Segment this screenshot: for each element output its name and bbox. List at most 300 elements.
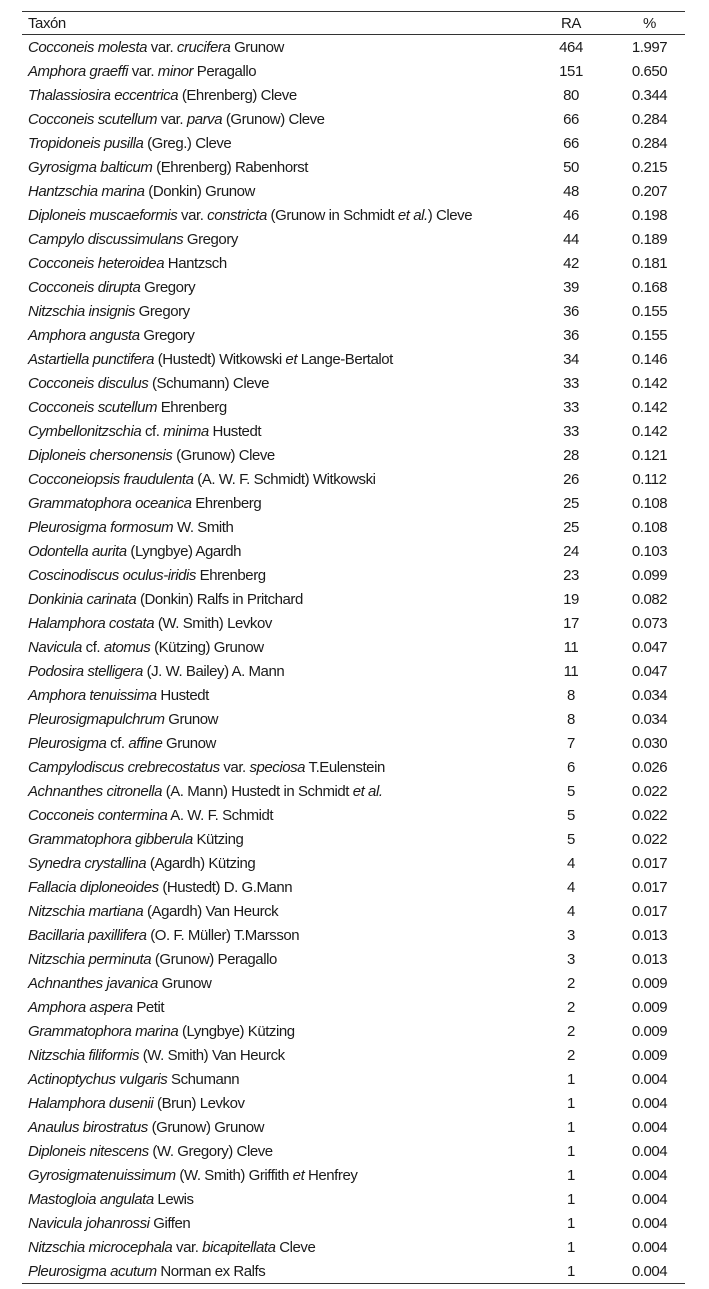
- pct-cell: 0.017: [631, 902, 668, 920]
- taxon-cell: [22, 1143, 528, 1160]
- taxon-cell: [22, 879, 528, 896]
- taxon-authority: ) Cleve: [427, 206, 473, 224]
- pct-cell: 0.004: [631, 1094, 668, 1112]
- taxon-name-italic: Hantzschia marina: [28, 182, 145, 200]
- ra-cell: 8: [567, 686, 575, 704]
- taxon-name-italic: Fallacia diploneoides: [28, 878, 159, 896]
- pct-cell: 0.121: [631, 446, 668, 464]
- ra-cell: 66: [563, 110, 579, 128]
- taxon-authority: Hantzsch: [164, 254, 227, 272]
- taxon-name-italic: Nitzschia perminuta: [28, 950, 152, 968]
- table-row: [22, 827, 685, 851]
- pct-cell: 0.017: [631, 878, 668, 896]
- pct-cell: 0.344: [631, 86, 668, 104]
- ra-cell: 2: [567, 1022, 575, 1040]
- taxon-authority: Schumann: [167, 1070, 240, 1088]
- pct-cell: 0.047: [631, 662, 668, 680]
- taxon-authority: var.: [172, 1238, 203, 1256]
- table-row: [22, 1139, 685, 1163]
- pct-cell: 0.004: [631, 1190, 668, 1208]
- table-row: [22, 635, 685, 659]
- table-row: [22, 323, 685, 347]
- taxon-name-italic: Diploneis muscaeformis: [28, 206, 178, 224]
- taxon-name-italic: Campylodiscus crebrecostatus: [28, 758, 220, 776]
- taxon-cell: [22, 1167, 528, 1184]
- taxon-name-italic: Nitzschia microcephala: [28, 1238, 173, 1256]
- taxa-table: [22, 11, 685, 1284]
- table-row: [22, 731, 685, 755]
- taxon-authority: var.: [147, 38, 177, 56]
- pct-cell: 1.997: [631, 38, 668, 56]
- taxon-cell: [22, 999, 528, 1016]
- table-row: [22, 875, 685, 899]
- taxon-name-italic: Cocconeis scutellum: [28, 398, 158, 416]
- taxon-authority: (W. Smith) Van Heurck: [139, 1046, 285, 1064]
- taxon-name-italic: Gyrosigma balticum: [28, 158, 153, 176]
- taxon-name-italic: Amphora graeffi: [28, 62, 128, 80]
- ra-cell: 1: [567, 1190, 575, 1208]
- pct-cell: 0.284: [631, 110, 668, 128]
- pct-cell: 0.009: [631, 974, 668, 992]
- taxon-cell: [22, 1047, 528, 1064]
- ra-cell: 1: [567, 1214, 575, 1232]
- taxon-name-italic: et: [285, 350, 298, 368]
- ra-cell: 26: [563, 470, 579, 488]
- taxon-name-italic: Pleurosigmapulchrum: [28, 710, 165, 728]
- taxon-name-italic: Pleurosigma acutum: [28, 1262, 157, 1280]
- taxon-authority: Gregory: [139, 326, 195, 344]
- pct-cell: 0.189: [631, 230, 668, 248]
- taxon-name-italic: speciosa: [249, 758, 306, 776]
- pct-cell: 0.108: [631, 494, 668, 512]
- taxon-authority: Grunow: [230, 38, 284, 56]
- taxon-name-italic: Donkinia carinata: [28, 590, 137, 608]
- taxon-authority: Ehrenberg: [157, 398, 227, 416]
- ra-cell: 50: [563, 158, 579, 176]
- table-row: [22, 371, 685, 395]
- taxon-name-italic: Podosira stelligera: [28, 662, 143, 680]
- pct-cell: 0.009: [631, 998, 668, 1016]
- table-row: [22, 563, 685, 587]
- taxon-name-italic: Pleurosigma formosum: [28, 518, 174, 536]
- taxon-cell: [22, 183, 528, 200]
- taxon-authority: var.: [177, 206, 208, 224]
- taxon-authority: (Lyngbye) Agardh: [126, 542, 242, 560]
- taxon-authority: (Hustedt) D. G.Mann: [158, 878, 293, 896]
- table-row: [22, 779, 685, 803]
- taxon-cell: [22, 111, 528, 128]
- table-header: [22, 12, 685, 35]
- taxon-cell: [22, 1239, 528, 1256]
- taxon-name-italic: Bacillaria paxillifera: [28, 926, 147, 944]
- taxon-authority: (Agardh) Kützing: [146, 854, 256, 872]
- taxon-authority: T.Eulenstein: [305, 758, 385, 776]
- pct-cell: 0.198: [631, 206, 668, 224]
- taxon-cell: [22, 711, 528, 728]
- ra-cell: 464: [559, 38, 583, 56]
- taxon-cell: [22, 1191, 528, 1208]
- table-row: [22, 347, 685, 371]
- taxon-cell: [22, 327, 528, 344]
- taxon-cell: [22, 87, 528, 104]
- table-row: [22, 995, 685, 1019]
- taxon-name-italic: Diploneis nitescens: [28, 1142, 149, 1160]
- ra-cell: 24: [563, 542, 579, 560]
- table-row: [22, 1091, 685, 1115]
- table-row: [22, 131, 685, 155]
- taxon-cell: [22, 399, 528, 416]
- taxon-authority: (A. W. F. Schmidt) Witkowski: [193, 470, 376, 488]
- taxon-authority: var.: [219, 758, 250, 776]
- taxon-authority: Grunow: [162, 734, 216, 752]
- taxon-name-italic: Halamphora dusenii: [28, 1094, 154, 1112]
- pct-cell: 0.142: [631, 374, 668, 392]
- taxon-name-italic: Campylo discussimulans: [28, 230, 184, 248]
- pct-cell: 0.099: [631, 566, 668, 584]
- taxon-cell: [22, 543, 528, 560]
- taxon-authority: var.: [127, 62, 158, 80]
- ra-cell: 25: [563, 494, 579, 512]
- taxon-cell: [22, 759, 528, 776]
- taxon-authority: (Grunow) Grunow: [147, 1118, 265, 1136]
- table-row: [22, 923, 685, 947]
- taxon-authority: Petit: [132, 998, 165, 1016]
- pct-cell: 0.142: [631, 398, 668, 416]
- taxon-cell: [22, 39, 528, 56]
- taxon-cell: [22, 423, 528, 440]
- taxon-cell: [22, 303, 528, 320]
- table-row: [22, 1043, 685, 1067]
- table-row: [22, 299, 685, 323]
- taxon-cell: [22, 1215, 528, 1232]
- pct-cell: 0.073: [631, 614, 668, 632]
- taxon-authority: cf.: [81, 638, 104, 656]
- taxon-authority: (Agardh) Van Heurck: [143, 902, 279, 920]
- taxon-name-italic: atomus: [103, 638, 151, 656]
- pct-cell: 0.112: [632, 470, 667, 488]
- table-row: [22, 227, 685, 251]
- taxon-authority: (Grunow in Schmidt: [266, 206, 398, 224]
- taxon-cell: [22, 951, 528, 968]
- table-row: [22, 683, 685, 707]
- ra-cell: 2: [567, 998, 575, 1016]
- taxon-cell: [22, 903, 528, 920]
- taxon-name-italic: parva: [186, 110, 223, 128]
- table-row: [22, 83, 685, 107]
- pct-cell: 0.034: [631, 686, 668, 704]
- taxon-cell: [22, 1263, 528, 1280]
- taxon-name-italic: Gyrosigmatenuissimum: [28, 1166, 176, 1184]
- ra-cell: 5: [567, 782, 575, 800]
- taxon-authority: (Schumann) Cleve: [148, 374, 270, 392]
- taxon-authority: Peragallo: [193, 62, 257, 80]
- ra-cell: 44: [563, 230, 579, 248]
- ra-cell: 33: [563, 398, 579, 416]
- table-row: [22, 1067, 685, 1091]
- taxon-name-italic: Cocconeis contermina: [28, 806, 168, 824]
- taxon-cell: [22, 735, 528, 752]
- taxon-authority: Grunow: [164, 710, 219, 728]
- taxon-authority: cf.: [141, 422, 164, 440]
- pct-cell: 0.082: [631, 590, 668, 608]
- pct-cell: 0.215: [631, 158, 668, 176]
- taxon-cell: [22, 231, 528, 248]
- ra-cell: 1: [567, 1166, 575, 1184]
- taxon-authority: (Kützing) Grunow: [150, 638, 264, 656]
- taxon-name-italic: Achnanthes citronella: [28, 782, 162, 800]
- taxon-cell: [22, 831, 528, 848]
- table-row: [22, 1187, 685, 1211]
- pct-cell: 0.155: [631, 302, 668, 320]
- taxon-cell: [22, 375, 528, 392]
- header-ra: RA: [561, 14, 581, 32]
- table-row: [22, 1019, 685, 1043]
- table-row: [22, 1163, 685, 1187]
- table-row: [22, 491, 685, 515]
- taxon-cell: [22, 279, 528, 296]
- taxon-name-italic: Nitzschia martiana: [28, 902, 144, 920]
- table-row: [22, 539, 685, 563]
- taxon-authority: Gregory: [134, 302, 190, 320]
- pct-cell: 0.181: [631, 254, 668, 272]
- pct-cell: 0.004: [631, 1238, 668, 1256]
- taxon-cell: [22, 159, 528, 176]
- taxon-authority: Lange-Bertalot: [297, 350, 393, 368]
- taxon-name-italic: Navicula johanrossi: [28, 1214, 150, 1232]
- table-row: [22, 419, 685, 443]
- taxon-name-italic: Odontella aurita: [28, 542, 127, 560]
- ra-cell: 33: [563, 422, 579, 440]
- taxon-authority: Kützing: [192, 830, 244, 848]
- taxon-cell: [22, 1023, 528, 1040]
- ra-cell: 6: [567, 758, 575, 776]
- table-row: [22, 443, 685, 467]
- table-row: [22, 35, 685, 59]
- taxon-name-italic: Cymbellonitzschia: [28, 422, 142, 440]
- pct-cell: 0.022: [631, 782, 668, 800]
- ra-cell: 8: [567, 710, 575, 728]
- pct-cell: 0.146: [631, 350, 668, 368]
- taxon-name-italic: minima: [163, 422, 209, 440]
- pct-cell: 0.004: [631, 1142, 668, 1160]
- taxon-name-italic: et al.: [352, 782, 383, 800]
- taxon-authority: (Greg.) Cleve: [143, 134, 232, 152]
- pct-cell: 0.142: [631, 422, 668, 440]
- taxon-name-italic: bicapitellata: [202, 1238, 276, 1256]
- pct-cell: 0.004: [631, 1214, 668, 1232]
- ra-cell: 5: [567, 830, 575, 848]
- taxon-authority: Norman ex Ralfs: [156, 1262, 266, 1280]
- ra-cell: 42: [563, 254, 579, 272]
- table-row: [22, 203, 685, 227]
- taxon-name-italic: Thalassiosira eccentrica: [28, 86, 179, 104]
- taxon-authority: (Ehrenberg) Rabenhorst: [152, 158, 309, 176]
- taxon-name-italic: Amphora tenuissima: [28, 686, 157, 704]
- pct-cell: 0.047: [631, 638, 668, 656]
- taxon-cell: [22, 135, 528, 152]
- pct-cell: 0.004: [631, 1166, 668, 1184]
- taxon-cell: [22, 351, 528, 368]
- pct-cell: 0.026: [631, 758, 668, 776]
- taxon-authority: (Donkin) Ralfs in Pritchard: [136, 590, 303, 608]
- taxon-name-italic: et: [292, 1166, 305, 1184]
- ra-cell: 11: [563, 638, 579, 656]
- taxon-name-italic: Coscinodiscus oculus-iridis: [28, 566, 196, 584]
- taxon-authority: Hustedt: [208, 422, 262, 440]
- ra-cell: 66: [563, 134, 579, 152]
- taxon-authority: var.: [157, 110, 187, 128]
- taxon-authority: (Grunow) Cleve: [172, 446, 275, 464]
- taxon-name-italic: Grammatophora oceanica: [28, 494, 192, 512]
- pct-cell: 0.009: [631, 1022, 668, 1040]
- taxon-authority: (W. Gregory) Cleve: [148, 1142, 273, 1160]
- taxon-name-italic: Anaulus birostratus: [28, 1118, 148, 1136]
- taxon-authority: (Grunow) Peragallo: [151, 950, 277, 968]
- ra-cell: 17: [563, 614, 579, 632]
- taxon-authority: (W. Smith) Griffith: [175, 1166, 293, 1184]
- table-row: [22, 587, 685, 611]
- ra-cell: 33: [563, 374, 579, 392]
- ra-cell: 3: [567, 950, 575, 968]
- taxon-authority: Grunow: [157, 974, 212, 992]
- taxon-authority: (Lyngbye) Kützing: [178, 1022, 295, 1040]
- pct-cell: 0.004: [631, 1262, 668, 1280]
- taxon-authority: cf.: [106, 734, 129, 752]
- taxon-authority: (Grunow) Cleve: [222, 110, 325, 128]
- taxon-cell: [22, 1119, 528, 1136]
- taxon-cell: [22, 807, 528, 824]
- table-row: [22, 1211, 685, 1235]
- ra-cell: 7: [567, 734, 575, 752]
- table-row: [22, 107, 685, 131]
- pct-cell: 0.284: [631, 134, 668, 152]
- ra-cell: 28: [563, 446, 579, 464]
- taxon-name-italic: Mastogloia angulata: [28, 1190, 154, 1208]
- taxon-cell: [22, 639, 528, 656]
- ra-cell: 5: [567, 806, 575, 824]
- table-row: [22, 659, 685, 683]
- table-row: [22, 755, 685, 779]
- taxon-cell: [22, 207, 528, 224]
- taxon-cell: [22, 1095, 528, 1112]
- taxon-authority: Gregory: [183, 230, 238, 248]
- taxon-cell: [22, 447, 528, 464]
- taxon-name-italic: Diploneis chersonensis: [28, 446, 173, 464]
- taxon-name-italic: Cocconeis heteroidea: [28, 254, 165, 272]
- taxon-authority: (Donkin) Grunow: [144, 182, 255, 200]
- ra-cell: 25: [563, 518, 579, 536]
- ra-cell: 1: [567, 1118, 575, 1136]
- pct-cell: 0.022: [631, 806, 668, 824]
- table-row: [22, 707, 685, 731]
- ra-cell: 2: [567, 1046, 575, 1064]
- pct-cell: 0.168: [631, 278, 668, 296]
- pct-cell: 0.017: [631, 854, 668, 872]
- table-row: [22, 971, 685, 995]
- taxon-authority: (Hustedt) Witkowski: [154, 350, 286, 368]
- ra-cell: 4: [567, 854, 575, 872]
- taxon-name-italic: Amphora angusta: [28, 326, 140, 344]
- taxon-name-italic: constricta: [207, 206, 267, 224]
- ra-cell: 34: [563, 350, 579, 368]
- ra-cell: 1: [567, 1262, 575, 1280]
- table-row: [22, 467, 685, 491]
- ra-cell: 1: [567, 1094, 575, 1112]
- ra-cell: 36: [563, 302, 579, 320]
- ra-cell: 36: [563, 326, 579, 344]
- table-row: [22, 155, 685, 179]
- taxon-name-italic: Halamphora costata: [28, 614, 155, 632]
- taxon-cell: [22, 663, 528, 680]
- taxon-cell: [22, 975, 528, 992]
- taxon-authority: (Ehrenberg) Cleve: [178, 86, 297, 104]
- pct-cell: 0.004: [631, 1070, 668, 1088]
- ra-cell: 23: [563, 566, 579, 584]
- pct-cell: 0.108: [631, 518, 668, 536]
- taxon-name-italic: Astartiella punctifera: [28, 350, 155, 368]
- taxon-authority: Ehrenberg: [191, 494, 262, 512]
- taxon-cell: [22, 1071, 528, 1088]
- pct-cell: 0.013: [631, 926, 668, 944]
- taxon-name-italic: Cocconeis molesta: [28, 38, 148, 56]
- taxon-authority: (A. Mann) Hustedt in Schmidt: [161, 782, 353, 800]
- taxon-cell: [22, 615, 528, 632]
- table-row: [22, 899, 685, 923]
- ra-cell: 4: [567, 902, 575, 920]
- taxon-name-italic: Actinoptychus vulgaris: [28, 1070, 168, 1088]
- taxon-name-italic: affine: [128, 734, 163, 752]
- taxon-cell: [22, 927, 528, 944]
- table-body: [22, 35, 685, 1283]
- ra-cell: 39: [563, 278, 579, 296]
- taxon-cell: [22, 855, 528, 872]
- table-row: [22, 611, 685, 635]
- table-row: [22, 947, 685, 971]
- taxon-name-italic: Nitzschia insignis: [28, 302, 135, 320]
- table-row: [22, 1115, 685, 1139]
- taxon-name-italic: Navicula: [28, 638, 82, 656]
- taxon-name-italic: Grammatophora marina: [28, 1022, 179, 1040]
- taxon-cell: [22, 783, 528, 800]
- ra-cell: 4: [567, 878, 575, 896]
- table-row: [22, 803, 685, 827]
- pct-cell: 0.009: [631, 1046, 668, 1064]
- taxon-authority: Ehrenberg: [195, 566, 266, 584]
- taxon-name-italic: Cocconeis disculus: [28, 374, 149, 392]
- pct-cell: 0.650: [631, 62, 668, 80]
- taxon-authority: (J. W. Bailey) A. Mann: [142, 662, 285, 680]
- ra-cell: 2: [567, 974, 575, 992]
- table-row: [22, 275, 685, 299]
- ra-cell: 151: [559, 62, 583, 80]
- pct-cell: 0.022: [631, 830, 668, 848]
- header-pct: %: [643, 14, 656, 32]
- pct-cell: 0.207: [631, 182, 668, 200]
- taxon-authority: (O. F. Müller) T.Marsson: [146, 926, 300, 944]
- taxon-cell: [22, 495, 528, 512]
- table-row: [22, 59, 685, 83]
- ra-cell: 1: [567, 1142, 575, 1160]
- taxon-name-italic: crucifera: [176, 38, 231, 56]
- ra-cell: 1: [567, 1070, 575, 1088]
- ra-cell: 80: [563, 86, 579, 104]
- table-row: [22, 851, 685, 875]
- taxon-name-italic: et al.: [397, 206, 428, 224]
- taxon-name-italic: Amphora aspera: [28, 998, 133, 1016]
- ra-cell: 3: [567, 926, 575, 944]
- pct-cell: 0.030: [631, 734, 668, 752]
- pct-cell: 0.004: [631, 1118, 668, 1136]
